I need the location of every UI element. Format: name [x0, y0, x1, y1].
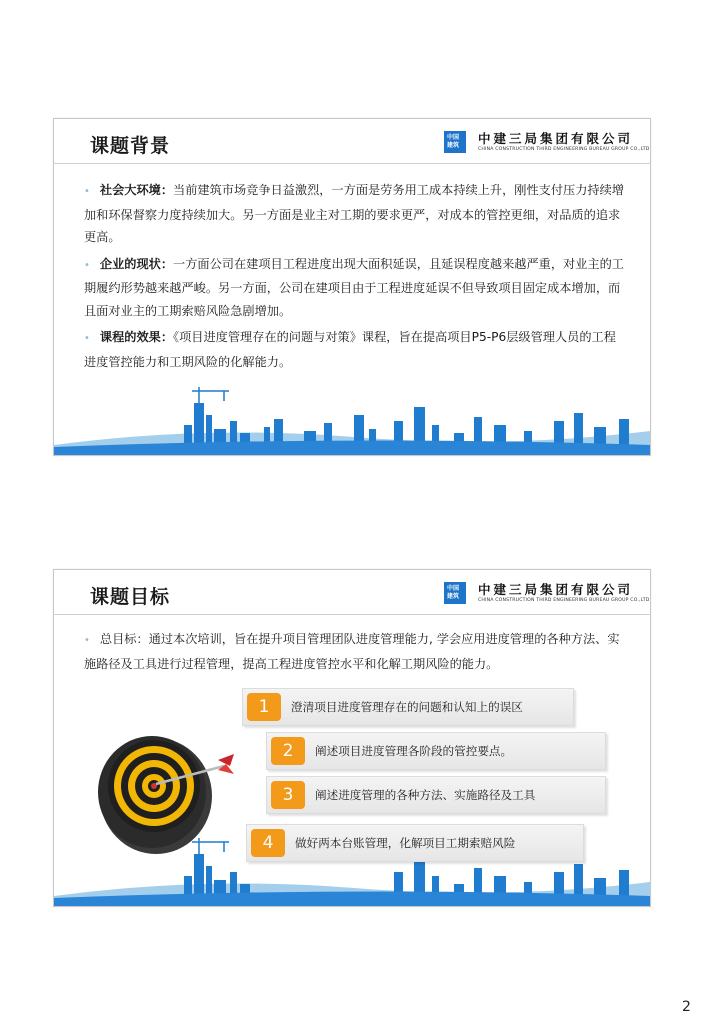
slide-header	[54, 119, 650, 163]
company-logo-icon	[444, 582, 466, 604]
slide-background	[53, 118, 651, 456]
paragraph	[84, 179, 624, 249]
paragraph-lead: 课程的效果：	[99, 330, 174, 344]
paragraph	[84, 628, 624, 675]
paragraph-lead: 社会大环境：	[99, 183, 174, 197]
slide-title: 课题目标	[90, 586, 171, 608]
step-text: 阐述项目进度管理各阶段的管控要点。	[315, 744, 513, 758]
goal-step	[246, 824, 584, 862]
paragraph-text: 总目标：通过本次培训，旨在提升项目管理团队进度管理能力, 学会应用进度管理的各种方法、实施路径及工具进行过程管理，提高工程进度管控水平和化解工期风险的能力。	[84, 632, 620, 671]
step-text: 澄清项目进度管理存在的问题和认知上的误区	[291, 700, 523, 714]
goal-step	[266, 732, 606, 770]
bullet-icon: •	[84, 186, 90, 197]
header-divider	[54, 614, 650, 615]
step-text: 做好两本台账管理，化解项目工期索赔风险	[295, 836, 516, 850]
company-name-en: CHINA CONSTRUCTION THIRD ENGINEERING BUREAU GROUP CO.,LTD	[478, 598, 650, 603]
step-number-badge: 1	[247, 693, 281, 721]
paragraph-text: 一方面公司在建项目工程进度出现大面积延误，且延误程度越来越严重，对业主的工期履约形势越来越严峻。另一方面，公司在建项目由于工程进度延误不但导致项目固定成本增加，而且面对业主的工期索赔风险急剧增加。	[84, 256, 624, 318]
goal-step	[266, 776, 606, 814]
slide-header	[54, 570, 650, 614]
slide-title: 课题背景	[90, 135, 171, 157]
logo-glyph-1: 中国	[447, 134, 460, 141]
company-brand	[444, 129, 650, 157]
paragraph-text: 《项目进度管理存在的问题与对策》课程，旨在提高项目P5-P6层级管理人员的工程进度管控能力和工期风险的化解能力。	[84, 330, 616, 369]
slide-background	[53, 569, 651, 907]
paragraph-text: 当前建筑市场竞争日益激烈，一方面是劳务用工成本持续上升，刚性支付压力持续增加和环保督察力度持续加大。另一方面是业主对工期的要求更严，对成本的管控更细，对品质的追求更高。	[84, 183, 624, 244]
city-skyline-illustration	[54, 385, 650, 455]
goal-text	[84, 628, 624, 679]
goal-step	[242, 688, 574, 726]
company-brand	[444, 580, 650, 608]
bullet-icon: •	[84, 635, 90, 646]
page-number: 2	[682, 999, 691, 1015]
logo-glyph-2: 建筑	[447, 593, 460, 600]
bullet-icon: •	[84, 259, 90, 271]
step-number-badge: 2	[271, 737, 305, 765]
company-logo-icon	[444, 131, 466, 153]
header-divider	[54, 163, 650, 164]
company-name-cn: 中建三局集团有限公司	[478, 131, 634, 146]
logo-glyph-1: 中国	[447, 585, 460, 592]
step-text: 阐述进度管理的各种方法、实施路径及工具	[315, 788, 536, 802]
paragraph	[84, 253, 624, 323]
company-name-cn: 中建三局集团有限公司	[478, 582, 634, 597]
logo-glyph-2: 建筑	[447, 142, 460, 149]
step-number-badge: 3	[271, 781, 305, 809]
background-text	[84, 179, 624, 377]
bullet-icon: •	[84, 333, 90, 344]
company-name-en: CHINA CONSTRUCTION THIRD ENGINEERING BUREAU GROUP CO.,LTD	[478, 147, 650, 152]
paragraph-lead: 企业的现状：	[99, 256, 174, 271]
dartboard-target-icon	[94, 708, 269, 858]
step-number-badge: 4	[251, 829, 285, 857]
paragraph	[84, 326, 624, 373]
